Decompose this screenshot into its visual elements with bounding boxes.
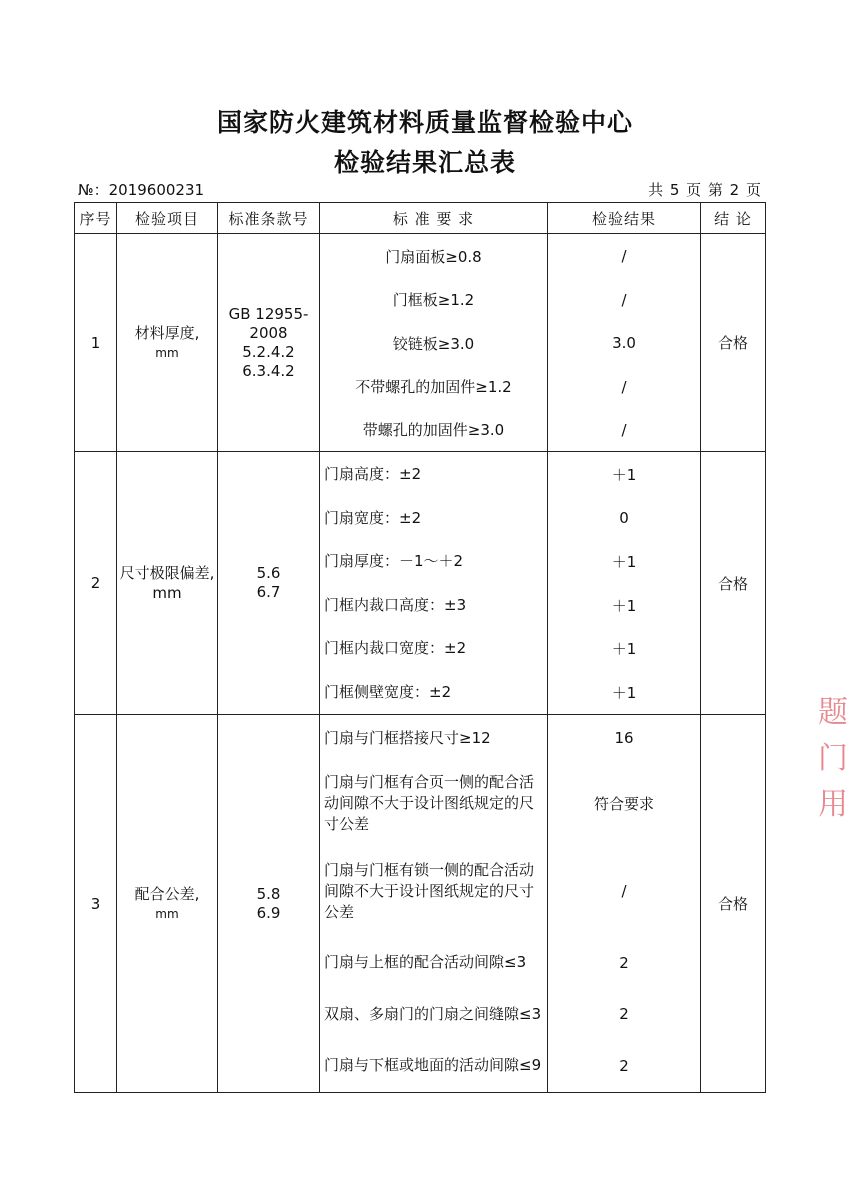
requirement-item: 门框内裁口高度：±3 (324, 595, 467, 614)
clause-line: 5.6 (256, 564, 281, 582)
item-unit: mm (155, 906, 179, 921)
requirement-item: 铰链板≥3.0 (392, 334, 475, 353)
row-seq: 1 (75, 234, 117, 452)
requirement-item: 门框内裁口宽度：±2 (324, 639, 467, 657)
result-item: / (621, 247, 627, 265)
stamp-char: 门 (818, 741, 848, 776)
result-item: 16 (614, 729, 634, 747)
requirement-item: 门扇与上框的配合活动间隙≤3 (324, 953, 527, 971)
col-requirement: 标 准 要 求 (320, 203, 548, 234)
requirement-item: 双扇、多扇门的门扇之间缝隙≤3 (324, 1004, 542, 1023)
row-clause (218, 452, 320, 715)
requirement-item: 门扇厚度：－1～＋2 (324, 552, 464, 570)
row-seq: 2 (75, 452, 117, 715)
row-item (117, 234, 218, 452)
item-name: 材料厚度, (134, 323, 200, 342)
row-conclusion: 合格 (701, 715, 766, 1093)
seal-stamp (818, 690, 850, 840)
table-row (75, 452, 766, 715)
requirement-item: 门扇与下框或地面的活动间隙≤9 (324, 1056, 542, 1074)
result-item: ＋1 (611, 553, 637, 571)
result-item: 0 (619, 509, 629, 527)
table-header-row (75, 203, 766, 234)
row-requirements (320, 715, 548, 1093)
item-unit: mm (155, 345, 179, 360)
result-item: ＋1 (611, 683, 637, 702)
requirement-item: 不带螺孔的加固件≥1.2 (355, 378, 512, 396)
clause-line: 5.8 (256, 884, 281, 903)
requirement-item: 门扇与门框有合页一侧的配合活动间隙不大于设计图纸规定的尺寸公差 (324, 773, 535, 833)
row-results (548, 452, 701, 715)
col-clause: 标准条款号 (218, 203, 320, 234)
clause-line: 2008 (249, 323, 288, 342)
row-item (117, 452, 218, 715)
col-item: 检验项目 (117, 203, 218, 234)
result-item: / (621, 290, 627, 309)
result-item: 2 (619, 1056, 629, 1075)
stamp-char: 题 (818, 695, 848, 730)
result-item: ＋1 (611, 640, 637, 658)
page-info: 共 5 页 第 2 页 (648, 181, 762, 199)
result-item: / (621, 882, 627, 900)
row-item (117, 715, 218, 1093)
result-item: 符合要求 (593, 795, 654, 813)
result-item: 2 (619, 1005, 629, 1023)
result-item: 3.0 (612, 334, 636, 352)
result-item: / (621, 420, 627, 439)
item-name: 尺寸极限偏差, mm (119, 564, 215, 602)
requirement-item: 门扇面板≥0.8 (385, 247, 482, 266)
row-results (548, 715, 701, 1093)
requirement-item: 门扇高度：±2 (324, 464, 422, 483)
stamp-char: 用 (818, 787, 848, 822)
org-title: 国家防火建筑材料质量监督检验中心 (216, 108, 633, 137)
table-row (75, 234, 766, 452)
report-title: 检验结果汇总表 (333, 148, 516, 177)
clause-line: 5.2.4.2 (242, 342, 295, 361)
document-number: №：2019600231 (78, 181, 205, 199)
requirement-item: 门扇与门框有锁一侧的配合活动间隙不大于设计图纸规定的尺寸公差 (324, 860, 535, 921)
result-item: 2 (619, 953, 629, 972)
result-item: ＋1 (611, 596, 637, 615)
row-results (548, 234, 701, 452)
row-requirements (320, 452, 548, 715)
requirement-item: 带螺孔的加固件≥3.0 (362, 421, 505, 439)
requirement-item: 门扇宽度：±2 (324, 508, 422, 527)
requirement-item: 门框板≥1.2 (392, 291, 475, 309)
results-table (74, 202, 766, 1093)
clause-line: 6.9 (256, 903, 281, 922)
clause-line: 6.3.4.2 (242, 361, 295, 380)
row-conclusion: 合格 (701, 452, 766, 715)
item-name: 配合公差, (134, 884, 200, 903)
result-item: / (621, 377, 627, 396)
row-seq: 3 (75, 715, 117, 1093)
row-conclusion: 合格 (701, 234, 766, 452)
col-conclusion: 结 论 (701, 203, 766, 234)
row-clause (218, 234, 320, 452)
col-result: 检验结果 (548, 203, 701, 234)
requirement-item: 门框侧壁宽度：±2 (324, 682, 452, 701)
requirement-item: 门扇与门框搭接尺寸≥12 (324, 728, 491, 747)
row-requirements (320, 234, 548, 452)
col-seq: 序号 (75, 203, 117, 234)
clause-line: 6.7 (256, 583, 281, 601)
row-clause (218, 715, 320, 1093)
clause-line: GB 12955- (228, 304, 309, 323)
result-item: ＋1 (611, 465, 637, 484)
table-row (75, 715, 766, 1093)
